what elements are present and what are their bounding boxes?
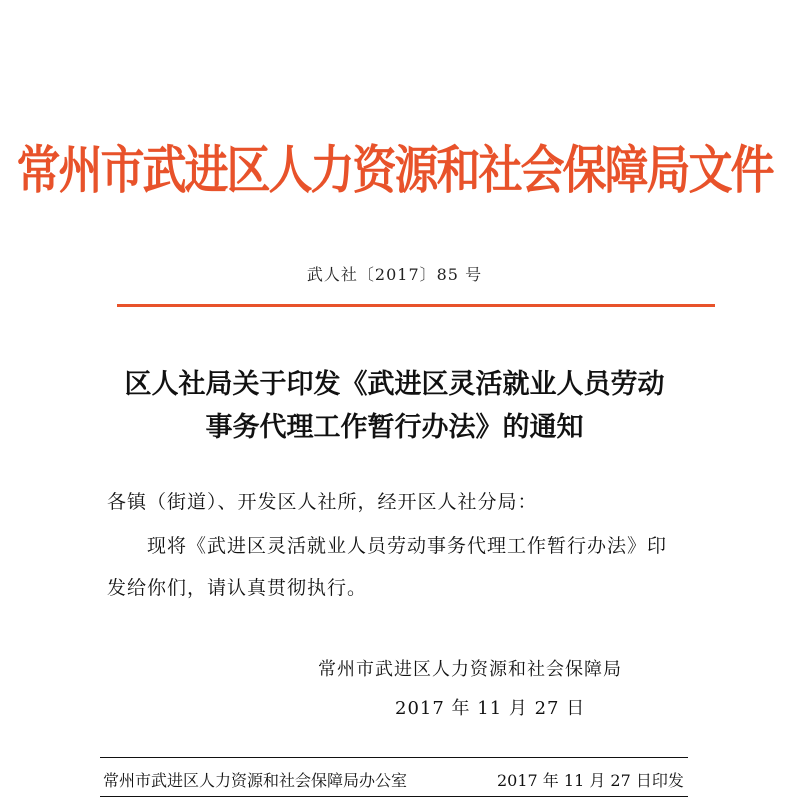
issuer-masthead: 常州市武进区人力资源和社会保障局文件 — [16, 140, 773, 202]
signature-issuer: 常州市武进区人力资源和社会保障局 — [318, 659, 622, 680]
document-number: 武人社〔2017〕85 号 — [306, 265, 483, 284]
notice-title-line-2: 事务代理工作暂行办法》的通知 — [205, 412, 584, 443]
signature-date: 2017 年 11 月 27 日 — [395, 698, 586, 719]
footer-issuing-office: 常州市武进区人力资源和社会保障局办公室 — [103, 771, 408, 790]
body-paragraph-line-1: 现将《武进区灵活就业人员劳动事务代理工作暂行办法》印 — [147, 535, 668, 557]
red-divider — [117, 304, 715, 307]
notice-title-line-1: 区人社局关于印发《武进区灵活就业人员劳动 — [124, 369, 665, 400]
footer-print-date: 2017 年 11 月 27 日印发 — [497, 771, 684, 790]
addressee: 各镇（街道）、开发区人社所，经开区人社分局： — [107, 491, 538, 513]
footer-top-rule — [100, 757, 688, 758]
footer-bottom-rule — [100, 796, 688, 797]
body-paragraph-line-2: 发给你们，请认真贯彻执行。 — [107, 577, 368, 599]
